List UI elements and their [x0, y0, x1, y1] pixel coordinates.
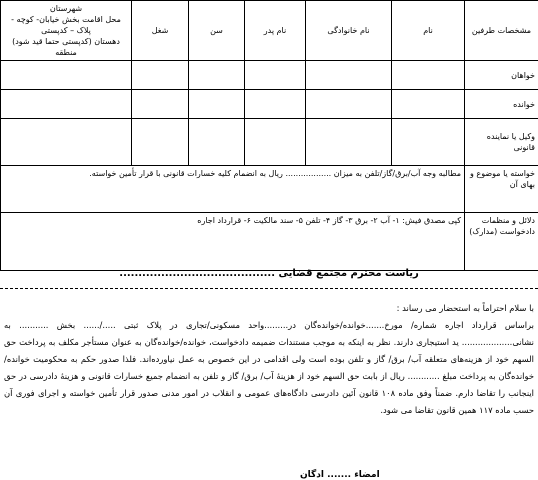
plaintiff-address-cell[interactable] [1, 61, 132, 90]
evidence-row [1, 213, 538, 271]
defendant-name-cell[interactable] [392, 90, 465, 119]
title-divider [0, 288, 538, 289]
header-address-line2: محل اقامت بخش خیابان- کوچه - پلاک – کدپستی [11, 15, 121, 35]
header-address [1, 1, 132, 61]
plaintiff-age-cell[interactable] [189, 61, 245, 90]
header-age: سن [189, 1, 245, 61]
plaintiff-row [1, 61, 538, 90]
page-title: ریاست محترم مجتمع قضایی ......................................... [119, 268, 419, 279]
attorney-family-cell[interactable] [306, 119, 392, 166]
plaintiff-father-cell[interactable] [245, 61, 306, 90]
plaintiff-label: خواهان [465, 61, 538, 90]
header-parties: مشخصات طرفین [465, 1, 538, 61]
claim-text: مطالبه وجه آب/برق/گاز/تلفن به میزان .................. ریال به انضمام کلیه خسارات قانونی با قرار تأمین خواسته. [1, 166, 465, 213]
attorney-address-cell[interactable] [1, 119, 132, 166]
header-name: نام [392, 1, 465, 61]
header-father: نام پدر [245, 1, 306, 61]
plaintiff-family-cell[interactable] [306, 61, 392, 90]
attorney-father-cell[interactable] [245, 119, 306, 166]
claim-row [1, 166, 538, 213]
attorney-label: وکیل یا نماینده قانونی [465, 119, 538, 166]
evidence-label: دلائل و منظمات دادخواست (مدارک) [465, 213, 538, 271]
attorney-age-cell[interactable] [189, 119, 245, 166]
claim-label: خواسته یا موضوع و بهای آن [465, 166, 538, 213]
defendant-row [1, 90, 538, 119]
plaintiff-job-cell[interactable] [132, 61, 189, 90]
attorney-row [1, 119, 538, 166]
signature-line: امضاء ....... ادگان [300, 470, 380, 480]
petition-body [4, 300, 534, 419]
header-address-line3: دهستان (کدپستی حتما قید شود) [12, 37, 120, 46]
defendant-family-cell[interactable] [306, 90, 392, 119]
defendant-age-cell[interactable] [189, 90, 245, 119]
petition-paragraph: براساس قرارداد اجاره شماره/ مورخ.......خوانده/خوانده‌گان در.........واحد مسکونی/تجاری در پلاک ثبتی ...../...... بخش ........... به نشانی................... ید استیجاری دارند. نظر به اینکه به موجب مستندات ضمیمه دادخواست، خوانده/خوانده‌گان به عنوان مستأجر مکلف به پرداخت حق السهم خود از هزینه‌های متعلقه آب/ برق/ گاز و تلفن بوده است ولی اقدامی در این خصوص به عمل نیاورده‌اند. فلذا صدور حکم به محکومیت خوانده/خوانده‌گان به پرداخت مبلغ ............ ریال از بابت حق السهم خود از هزینهٔ آب/ برق/ گاز و تلفن به انضمام جمیع خسارات قانونی و هزینهٔ دادرسی در حق اینجانب را تقاضا دارم. ضمناً وفق ماده ۱۰۸ قانون آئین دادرسی دادگاه‌های عمومی و انقلاب در امور مدنی صدور قرار تأمین خواسته و اجرای فوری آن حسب ماده ۱۱۷ همین قانون تقاضا می شود. [4, 320, 535, 415]
plaintiff-name-cell[interactable] [392, 61, 465, 90]
defendant-address-cell[interactable] [1, 90, 132, 119]
evidence-text: کپی مصدق فیش: ۱- آب ۲- برق ۳- گاز ۴- تلفن ۵- سند مالکیت ۶- قرارداد اجاره [1, 213, 465, 271]
defendant-label: خوانده [465, 90, 538, 119]
header-job: شغل [132, 1, 189, 61]
defendant-job-cell[interactable] [132, 90, 189, 119]
greeting-text: با سلام احتراماً به استحضار می رساند : [396, 303, 534, 313]
header-address-line1: شهرستان [49, 4, 83, 13]
table-header-row [1, 1, 538, 61]
attorney-job-cell[interactable] [132, 119, 189, 166]
attorney-name-cell[interactable] [392, 119, 465, 166]
defendant-father-cell[interactable] [245, 90, 306, 119]
header-address-line4: منطقه [55, 48, 77, 57]
header-family: نام خانوادگی [306, 1, 392, 61]
